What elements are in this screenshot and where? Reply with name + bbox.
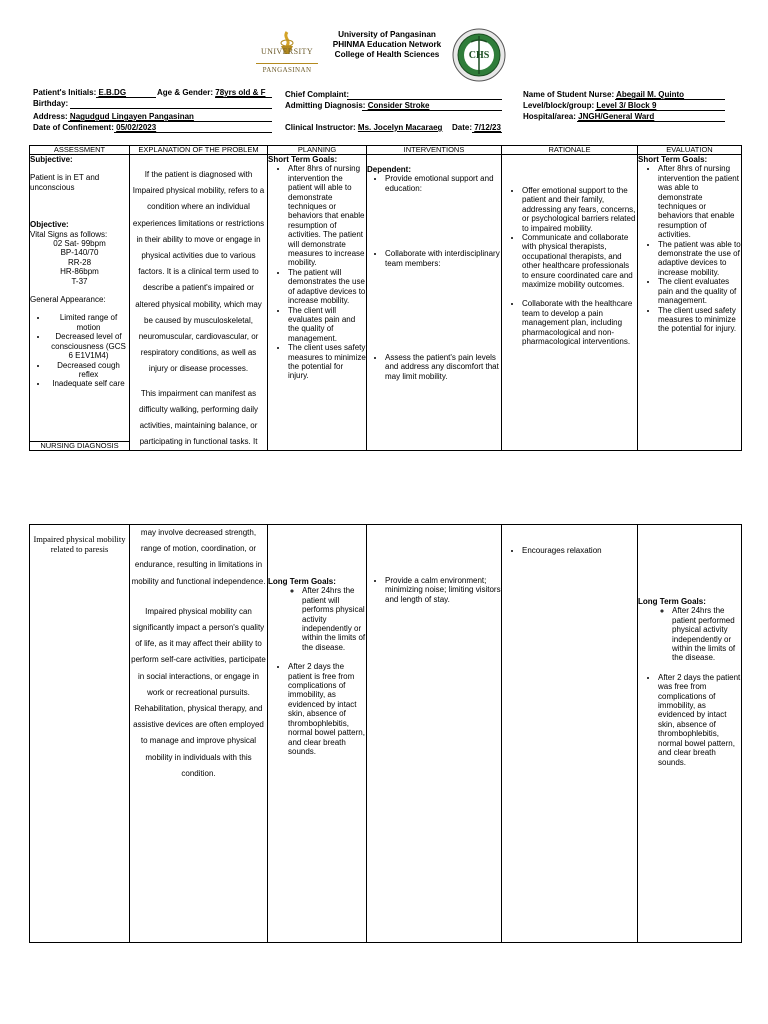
university-logo bbox=[256, 30, 318, 78]
confinement-label: Date of Confinement: bbox=[33, 123, 114, 132]
evaluation-long-sublist bbox=[638, 606, 741, 662]
level-label: Level/block/group: bbox=[523, 101, 595, 110]
list-item: • The client uses safety measures to minimize the potential for injury. bbox=[288, 343, 366, 381]
rationale-cell bbox=[502, 155, 638, 451]
explanation-paragraph-1: If the patient is diagnosed with Impaired physical mobility, refers to a condition where an individual experiences limitations or restrictions in their ability to move or engage in physical activities due to various factors. It is a clinical term used to describe a patient's impaired or altered physical mobility, which may be caused by musculoskeletal, neuromuscular, cardiovascular, or respiratory conditions, as well as injury or disease processes. bbox=[132, 170, 265, 374]
list-item: • After 2 days the patient is free from complications of immobility, as evidenced by intact skin, absence of thrombophlebitis, normal bowel pattern, and clear breath sounds. bbox=[288, 662, 366, 756]
interventions-list-cont bbox=[367, 576, 501, 604]
header-interventions: INTERVENTIONS bbox=[367, 146, 502, 155]
list-item: • Inadequate self care bbox=[48, 379, 129, 388]
age-value: 78yrs old & F bbox=[215, 88, 266, 97]
list-item: • The patient was able to demonstrate the use of adaptive devices to increase mobility. bbox=[658, 240, 741, 278]
ncp-table-page-2 bbox=[29, 524, 742, 943]
list-item: • The client will evaluates pain and the quality of management. bbox=[288, 306, 366, 344]
list-item: • Provide emotional support and education: bbox=[385, 174, 501, 193]
list-item: • The client used safety measures to minimize the potential for injury. bbox=[658, 306, 741, 334]
header-assessment: ASSESSMENT bbox=[30, 146, 130, 155]
chief-complaint-label: Chief Complaint: bbox=[285, 90, 349, 99]
header-rationale: RATIONALE bbox=[502, 146, 638, 155]
evaluation-long-list bbox=[638, 673, 741, 767]
list-item: • The client evaluates pain and the quality of management. bbox=[658, 277, 741, 305]
list-item: • After 8hrs of nursing intervention the patient will able to demonstrate techniques or behaviors that enable resumption of activities. The patient will demonstrate measures to increase mobility. bbox=[288, 164, 366, 267]
university-name: University of Pangasinan bbox=[338, 30, 436, 39]
header-explanation: EXPLANATION OF THE PROBLEM bbox=[130, 146, 268, 155]
header-evaluation: EVALUATION bbox=[638, 146, 742, 155]
dependent-label: Dependent: bbox=[367, 165, 411, 174]
planning-cell bbox=[268, 155, 367, 451]
instructor-value: Ms. Jocelyn Macaraeg bbox=[357, 123, 443, 132]
planning-long-list bbox=[268, 662, 366, 756]
vital-sign: 02 Sat- 99bpm bbox=[53, 239, 106, 249]
subjective-label: Subjective: bbox=[30, 155, 73, 164]
table-row bbox=[30, 155, 742, 451]
list-item: • The patient will demonstrates the use of adaptive devices to increase mobility. bbox=[288, 268, 366, 306]
table-header-row bbox=[30, 146, 742, 155]
explanation-paragraph-2: This impairment can manifest as difficulty walking, performing daily activities, maintaining balance, or participating in functional tasks. It bbox=[138, 388, 258, 447]
diagnosis-value: Consider Stroke bbox=[367, 101, 430, 110]
vital-sign: T-37 bbox=[71, 276, 88, 286]
vital-sign: BP-140/70 bbox=[60, 248, 99, 258]
nursing-diagnosis-cell bbox=[30, 525, 130, 943]
evaluation-short-list bbox=[638, 164, 741, 333]
interventions-cell bbox=[367, 155, 502, 451]
instructor-row bbox=[285, 123, 442, 132]
nurse-value: Abegail M. Quinto bbox=[616, 90, 685, 99]
hospital-label: Hospital/area: bbox=[523, 112, 576, 121]
appearance-list bbox=[30, 313, 129, 388]
vital-sign: HR-86bpm bbox=[60, 267, 99, 277]
table-row bbox=[30, 525, 742, 943]
planning-cell-cont bbox=[268, 525, 367, 943]
explanation-cell-cont bbox=[130, 525, 268, 943]
admitting-diagnosis-row bbox=[285, 101, 429, 110]
level-value: Level 3/ Block 9 bbox=[596, 101, 657, 110]
chs-seal-text: CHS bbox=[468, 50, 490, 61]
list-item: ◦ After 24hrs the patient will performs physical activity independently or within the limits of the disease. bbox=[302, 586, 366, 652]
list-item: • After 8hrs of nursing intervention the patient was able to demonstrate techniques or behaviors that enable resumption of activities. bbox=[658, 164, 741, 239]
age-label: Age & Gender: bbox=[157, 88, 214, 97]
address-label: Address: bbox=[33, 112, 68, 121]
nursing-diagnosis-label: NURSING DIAGNOSIS bbox=[30, 441, 129, 451]
list-item: • Collaborate with the healthcare team to develop a pain management plan, including pharmacological and non-pharmacological interventions. bbox=[522, 299, 637, 346]
list-item: ◦ After 24hrs the patient performed physical activity independently or within the limits of the disease. bbox=[672, 606, 741, 662]
birthday-label: Birthday: bbox=[33, 99, 69, 108]
vital-sign: RR-28 bbox=[67, 257, 92, 267]
objective-label: Objective: bbox=[30, 220, 69, 230]
instructor-label: Clinical Instructor: bbox=[285, 123, 356, 132]
rationale-cell-cont bbox=[502, 525, 638, 943]
eval-long-term-label: Long Term Goals: bbox=[638, 597, 706, 606]
list-item: • After 2 days the patient was free from complications of immobility, as evidenced by intact skin, absence of thrombophlebitis, normal bowel pattern, and clear breath sounds. bbox=[658, 673, 741, 767]
header-planning: PLANNING bbox=[268, 146, 367, 155]
eval-short-term-label: Short Term Goals: bbox=[638, 155, 708, 164]
rationale-list bbox=[502, 186, 637, 347]
college-name: College of Health Sciences bbox=[334, 50, 440, 59]
age-gender-row bbox=[157, 88, 266, 97]
planning-short-list bbox=[268, 164, 366, 380]
list-item: • Assess the patient's pain levels and address any discomfort that may limit mobility. bbox=[385, 353, 501, 381]
vitals-label: Vital Signs as follows: bbox=[30, 229, 108, 239]
planning-long-sublist bbox=[268, 586, 366, 652]
list-item: • Encourages relaxation bbox=[522, 546, 637, 555]
list-item: • Decreased cough reflex bbox=[48, 361, 129, 380]
list-item: • Collaborate with interdisciplinary team members: bbox=[385, 249, 501, 268]
evaluation-cell bbox=[638, 155, 742, 451]
short-term-goals-label: Short Term Goals: bbox=[268, 155, 338, 164]
address-row bbox=[33, 112, 194, 121]
explanation-paragraph-3: Impaired physical mobility can significantly impact a person's quality of life, as it may affect their ability to perform self-care activities, participate in social interactions, or engage in work or recreational pursuits. Rehabilitation, physical therapy, and assistive devices are often employed to manage and improve physical mobility in individuals with this condition. bbox=[131, 606, 266, 778]
logo-left-sub: PANGASINAN bbox=[256, 63, 318, 74]
explanation-paragraph-2-cont: may involve decreased strength, range of motion, coordination, or endurance, resulting in limitations in mobility and functional independence. bbox=[131, 528, 266, 586]
nursing-diagnosis-text: Impaired physical mobility related to paresis bbox=[33, 534, 126, 554]
date-row bbox=[452, 123, 501, 132]
confinement-row bbox=[33, 123, 156, 132]
long-term-goals-label: Long Term Goals: bbox=[268, 577, 336, 586]
interventions-list bbox=[367, 174, 501, 381]
date-value: 7/12/23 bbox=[474, 123, 501, 132]
chs-seal-logo bbox=[452, 28, 506, 82]
date-label: Date: bbox=[452, 123, 473, 132]
logo-left-text: UNIVERSITY bbox=[261, 47, 313, 56]
initials-label: Patient's Initials: bbox=[33, 88, 97, 97]
evaluation-cell-cont bbox=[638, 525, 742, 943]
appearance-label: General Appearance: bbox=[30, 295, 106, 305]
interventions-cell-cont bbox=[367, 525, 502, 943]
patient-initials-row bbox=[33, 88, 126, 97]
explanation-cell bbox=[130, 155, 268, 451]
list-item: • Offer emotional support to the patient and their family, addressing any fears, concerns, or psychological barriers related to impaired mobility. bbox=[522, 186, 637, 233]
student-nurse-row bbox=[523, 90, 684, 99]
address-value: Nagudgud Lingayen Pangasinan bbox=[69, 112, 194, 121]
hospital-row bbox=[523, 112, 654, 121]
nurse-label: Name of Student Nurse: bbox=[523, 90, 615, 99]
rationale-list-cont bbox=[502, 546, 637, 555]
diagnosis-label: Admitting Diagnosis: bbox=[285, 101, 366, 110]
list-item: • Provide a calm environment; minimizing noise; limiting visitors and length of stay. bbox=[385, 576, 501, 604]
network-name: PHINMA Education Network bbox=[332, 40, 442, 49]
list-item: • Decreased level of consciousness (GCS 6 E1V1M4) bbox=[48, 332, 129, 360]
assessment-cell bbox=[30, 155, 130, 451]
list-item: • Communicate and collaborate with physical therapists, occupational therapists, and other healthcare professionals to ensure coordinated care and maximize mobility outcomes. bbox=[522, 233, 637, 289]
ncp-table-page-1 bbox=[29, 145, 742, 451]
subjective-text: Patient is in ET and unconscious bbox=[30, 173, 100, 192]
list-item: • Limited range of motion bbox=[48, 313, 129, 332]
confinement-value: 05/02/2023 bbox=[116, 123, 157, 132]
level-row bbox=[523, 101, 656, 110]
hospital-value: JNGH/General Ward bbox=[578, 112, 655, 121]
initials-value: E.B.DG bbox=[98, 88, 127, 97]
